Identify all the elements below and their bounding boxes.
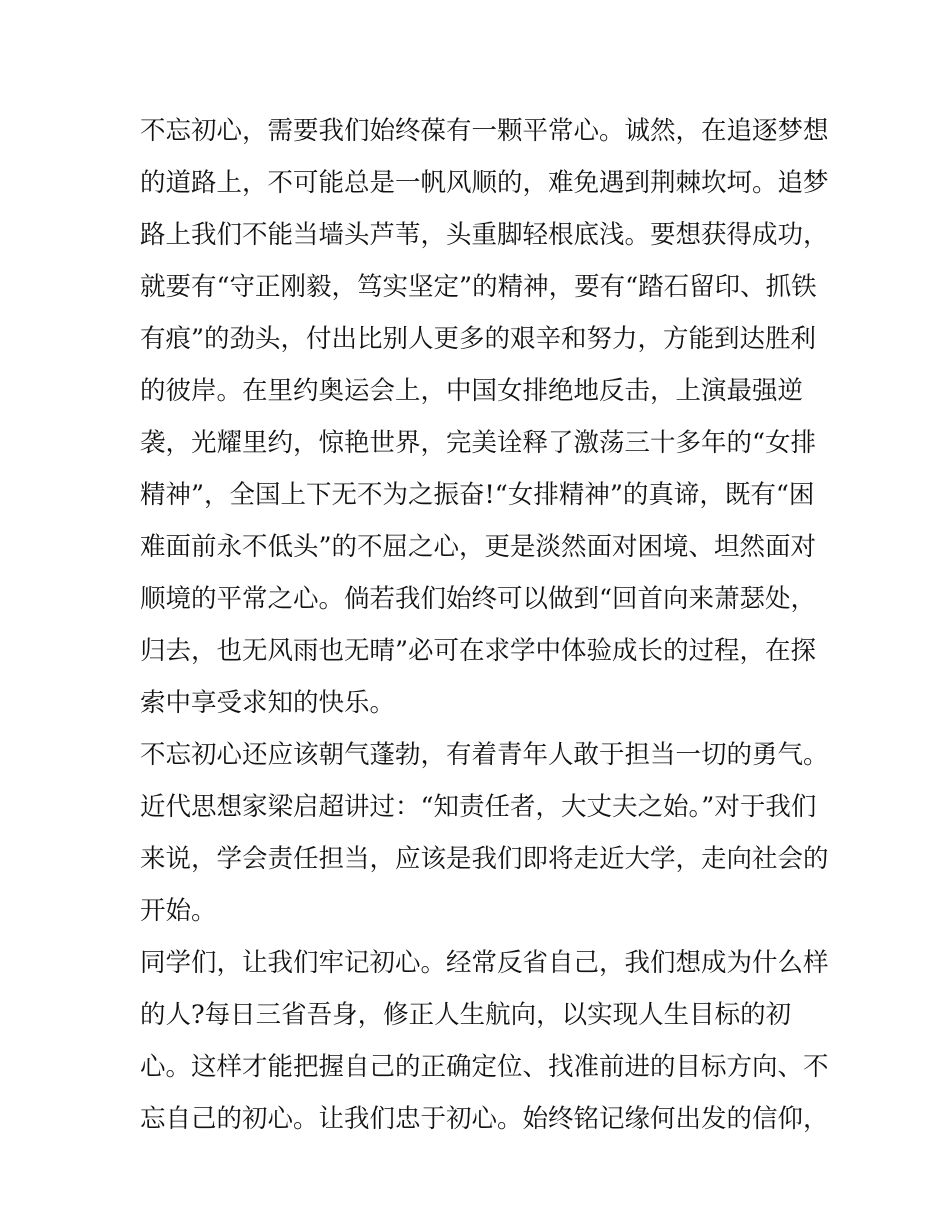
text-line: 归去，也无风雨也无晴”必可在求学中体验成长的过程，在探 xyxy=(140,636,817,666)
text-line: 索中享受求知的快乐。 xyxy=(140,688,396,718)
text-line: 就要有“守正刚毅，笃实坚定”的精神，要有“踏石留印、抓铁 xyxy=(140,272,817,302)
text-line: 路上我们不能当墙头芦苇，头重脚轻根底浅。要想获得成功， xyxy=(140,220,829,250)
text-line: 来说，学会责任担当，应该是我们即将走近大学，走向社会的 xyxy=(140,844,829,874)
text-line: 的道路上，不可能总是一帆风顺的，难免遇到荆棘坎坷。追梦 xyxy=(140,168,829,198)
text-line: 开始。 xyxy=(140,896,217,926)
text-line: 忘自己的初心。让我们忠于初心。始终铭记缘何出发的信仰， xyxy=(140,1104,829,1134)
text-line: 有痕”的劲头，付出比别人更多的艰辛和努力，方能到达胜利 xyxy=(140,324,817,354)
text-line: 袭，光耀里约，惊艳世界，完美诠释了激荡三十多年的“女排 xyxy=(140,428,817,458)
text-line: 的彼岸。在里约奥运会上，中国女排绝地反击，上演最强逆 xyxy=(140,376,804,406)
text-line: 顺境的平常之心。倘若我们始终可以做到“回首向来萧瑟处， xyxy=(140,584,817,614)
text-line: 同学们，让我们牢记初心。经常反省自己，我们想成为什么样 xyxy=(140,948,829,978)
text-line: 精神”，全国上下无不为之振奋!“女排精神”的真谛，既有“困 xyxy=(140,480,815,510)
text-line: 不忘初心，需要我们始终葆有一颗平常心。诚然，在追逐梦想 xyxy=(140,116,829,146)
text-line: 的人?每日三省吾身，修正人生航向，以实现人生目标的初 xyxy=(140,1000,792,1030)
text-line: 难面前永不低头”的不屈之心，更是淡然面对困境、坦然面对 xyxy=(140,532,817,562)
text-line: 近代思想家梁启超讲过：“知责任者，大丈夫之始。”对于我们 xyxy=(140,792,817,822)
text-line: 心。这样才能把握自己的正确定位、找准前进的目标方向、不 xyxy=(140,1052,829,1082)
document-body xyxy=(140,105,830,1145)
text-line: 不忘初心还应该朝气蓬勃，有着青年人敢于担当一切的勇气。 xyxy=(140,740,829,770)
